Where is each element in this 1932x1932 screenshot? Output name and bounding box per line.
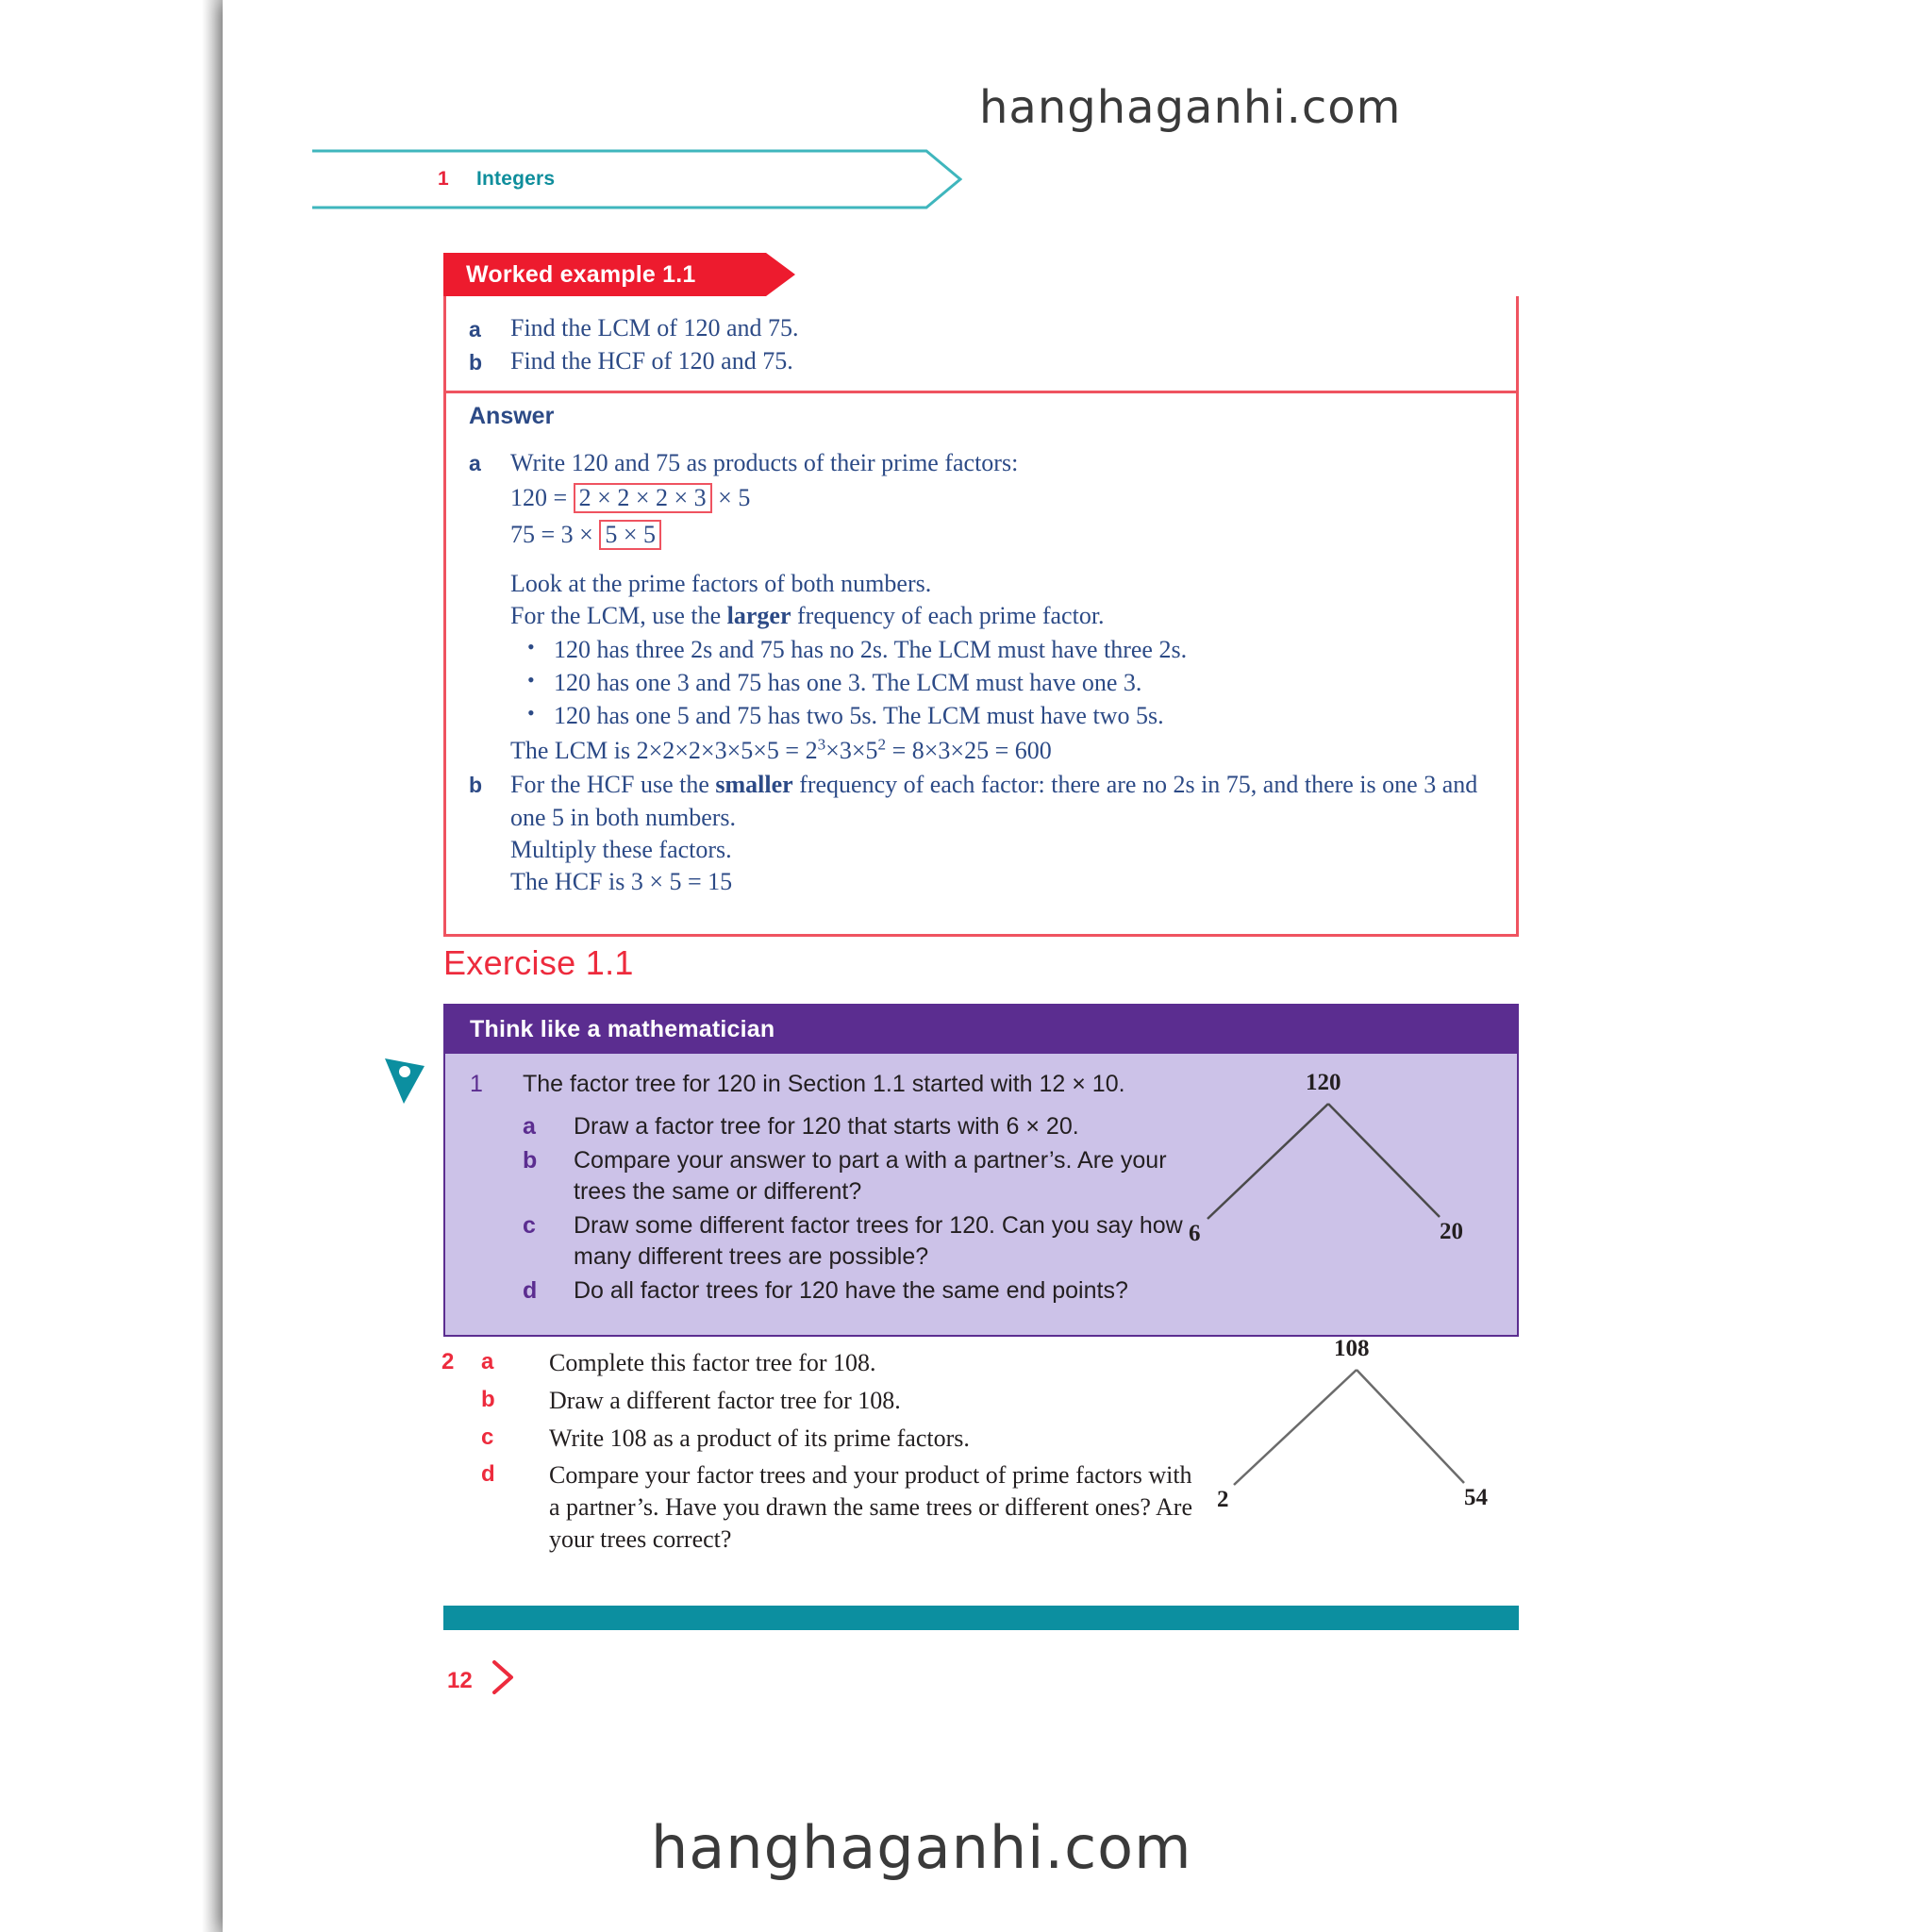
question-2-text-d: Compare your factor trees and your product of prime factors with a partner’s. Have you drawn the same trees or different ones? Are your trees correct? [549, 1461, 1192, 1553]
lcm-bullet: • 120 has one 3 and 75 has one 3. The LCM must have one 3. [554, 667, 1493, 700]
think-like-question-number: 1 [470, 1071, 483, 1097]
factor-tree-108-left-leaf: 2 [1217, 1487, 1229, 1512]
lcm-power-tail: = 8×3×25 = 600 [891, 736, 1052, 764]
lcm-bullet: • 120 has one 5 and 75 has two 5s. The LCM must have two 5s. [554, 700, 1493, 733]
indent-spacer [470, 1111, 523, 1142]
think-like-stem-text: The factor tree for 120 in Section 1.1 started with 12 × 10. [523, 1071, 1125, 1097]
answer-letter-b: b [469, 773, 483, 798]
factor-tree-108 [1217, 1334, 1500, 1523]
question-letter-b: b [469, 349, 483, 375]
question-2-part [441, 1347, 1196, 1379]
equation-75-lhs: 75 = 3 × [510, 520, 593, 548]
think-like-part-letter-a: a [523, 1112, 536, 1140]
factor-tree-120-branches [1187, 1068, 1470, 1257]
answer-part-b [469, 769, 1493, 898]
watermark-top: hanghaganhi.com [979, 81, 1402, 134]
answer-letter-a: a [469, 450, 481, 475]
question-2-letter-b: b [481, 1386, 495, 1412]
answer-a-intro: Write 120 and 75 as products of their prime factors: [510, 448, 1019, 476]
lcm-bullet-list [510, 634, 1493, 732]
worked-example-tab-label: Worked example 1.1 [466, 260, 696, 288]
question-2-number: 2 [441, 1349, 455, 1374]
equation-75 [510, 516, 1493, 553]
lcm-rule-pre: For the LCM, use the [510, 602, 727, 630]
worked-example-body [443, 296, 1519, 937]
question-2-text-b: Draw a different factor tree for 108. [549, 1386, 901, 1414]
chapter-title: Integers [476, 168, 556, 190]
worked-example-question [469, 346, 1493, 377]
think-like-part [470, 1275, 1492, 1307]
factor-tree-120-right-leaf: 20 [1440, 1219, 1463, 1244]
chapter-number: 1 [438, 168, 449, 190]
think-like-part-letter-b: b [523, 1147, 538, 1174]
answer-heading: Answer [469, 402, 555, 429]
question-text-a: Find the LCM of 120 and 75. [510, 314, 799, 341]
chevron-right-icon [487, 1657, 521, 1698]
lcm-power-mid: ×3× [825, 736, 866, 764]
page-edge-shadow [202, 0, 223, 1932]
answer-b-content [510, 769, 1493, 898]
footer-teal-bar [443, 1606, 1519, 1630]
think-like-part-letter-d: d [523, 1277, 538, 1304]
lcm-result-prefix: The LCM is [510, 736, 631, 764]
lcm-power-base-1: 2 [805, 736, 818, 764]
lcm-result-line [510, 735, 1493, 767]
multiply-factors-line: Multiply these factors. [510, 835, 732, 863]
equation-120-lhs: 120 = [510, 483, 568, 511]
question-2-text-a: Complete this factor tree for 108. [549, 1349, 876, 1376]
factor-tree-120 [1187, 1068, 1470, 1257]
hcf-rule-post: frequency of each factor: there are no 2s in 75, and there is one 3 and one 5 in both numbers. [510, 771, 1478, 831]
question-letter-a: a [469, 317, 481, 341]
factor-tree-108-root: 108 [1334, 1336, 1370, 1361]
answer-a-content [510, 447, 1493, 768]
lcm-power-base-2: 5 [865, 736, 878, 764]
think-like-part-text-d: Do all factor trees for 120 have the same end points? [574, 1277, 1128, 1304]
equation-75-boxed-factors: 5 × 5 [599, 520, 661, 550]
factor-tree-120-root: 120 [1306, 1070, 1341, 1095]
think-like-part-text-c: Draw some different factor trees for 120. Can you say how many different trees are possible? [574, 1212, 1183, 1270]
factor-tree-120-left-leaf: 6 [1189, 1221, 1201, 1246]
answer-part-a [469, 447, 1493, 768]
number-spacer [441, 1423, 481, 1455]
equation-120 [510, 479, 1493, 516]
question-2-part [441, 1459, 1196, 1555]
chapter-banner-shape [311, 149, 962, 209]
number-spacer [441, 1385, 481, 1417]
worked-example-question [469, 313, 1493, 344]
equation-120-rhs: × 5 [718, 483, 751, 511]
question-2-part [441, 1385, 1196, 1417]
indent-spacer [470, 1145, 523, 1207]
lcm-power-exp-2: 2 [877, 735, 887, 754]
equation-120-boxed-factors: 2 × 2 × 2 × 3 [574, 483, 712, 513]
indent-spacer [470, 1275, 523, 1307]
worked-example-tab [443, 253, 766, 296]
think-like-part-text-a: Draw a factor tree for 120 that starts with 6 × 20. [574, 1112, 1079, 1140]
lcm-rule-line [510, 600, 1493, 632]
hcf-rule-line [510, 769, 1493, 834]
exercise-heading: Exercise 1.1 [443, 943, 634, 982]
question-2-letter-d: d [481, 1461, 495, 1488]
lcm-power-exp-1: 3 [817, 735, 826, 754]
lcm-bullet: • 120 has three 2s and 75 has no 2s. The LCM must have three 2s. [554, 634, 1493, 667]
question-2-letter-c: c [481, 1424, 494, 1450]
watermark-bottom: hanghaganhi.com [651, 1813, 1192, 1882]
answer-divider [446, 391, 1516, 393]
look-at-prime-factors-line: Look at the prime factors of both numbers. [510, 569, 932, 597]
number-spacer [441, 1459, 481, 1555]
question-2-text-c: Write 108 as a product of its prime factors. [549, 1424, 970, 1452]
lcm-rule-emphasis: larger [726, 602, 791, 630]
think-like-part-text-b: Compare your answer to part a with a partner’s. Are your trees the same or different? [574, 1147, 1167, 1205]
lcm-rule-post: frequency of each prime factor. [791, 602, 1105, 630]
think-like-header: Think like a mathematician [445, 1006, 1517, 1054]
question-2-letter-a: a [481, 1349, 494, 1374]
factor-tree-108-branches [1217, 1334, 1500, 1523]
factor-tree-108-right-leaf: 54 [1464, 1485, 1488, 1510]
hcf-rule-pre: For the HCF use the [510, 771, 716, 799]
bookmark-arrow-icon [383, 1055, 426, 1106]
spacer [510, 553, 1493, 568]
worked-example-block [443, 253, 1519, 937]
question-text-b: Find the HCF of 120 and 75. [510, 346, 793, 375]
lcm-expansion: 2×2×2×3×5×5 = [636, 736, 800, 764]
hcf-rule-emphasis: smaller [715, 771, 793, 799]
hcf-result-line: The HCF is 3 × 5 = 15 [510, 868, 733, 896]
indent-spacer [470, 1210, 523, 1272]
question-2-block [441, 1347, 1196, 1561]
question-2-part [441, 1423, 1196, 1455]
next-page-chevron-icon[interactable] [487, 1657, 521, 1698]
think-like-part-letter-c: c [523, 1212, 536, 1239]
page-number: 12 [447, 1668, 473, 1693]
chapter-banner [311, 149, 962, 209]
bookmark-arrow-glyph [383, 1055, 426, 1106]
